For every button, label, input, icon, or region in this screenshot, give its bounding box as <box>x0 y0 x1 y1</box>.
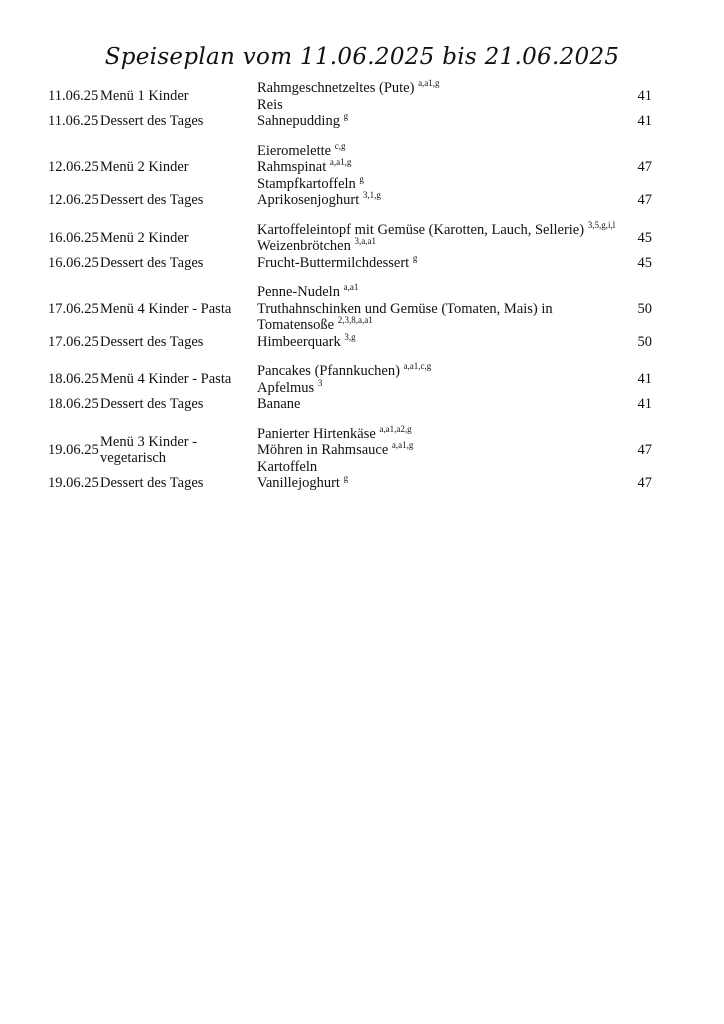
menu-date: 17.06.25 <box>48 333 99 350</box>
menu-row <box>48 363 652 396</box>
menu-row <box>48 80 652 113</box>
menu-price: 47 <box>637 475 652 491</box>
dish-name: Penne-Nudeln <box>257 284 340 300</box>
dish-line <box>257 363 630 380</box>
dish-name: Rahmgeschnetzeltes (Pute) <box>257 80 415 96</box>
dish-line <box>257 80 630 97</box>
dish-list <box>257 396 630 413</box>
dish-name: Himbeerquark <box>257 333 341 350</box>
menu-type: Dessert des Tages <box>100 254 204 271</box>
dish-line <box>257 396 630 413</box>
dish-line <box>257 475 630 492</box>
allergen-codes: 3,1,g <box>362 190 381 200</box>
menu-date: 11.06.25 <box>48 113 99 129</box>
menu-date: 19.06.25 <box>48 442 99 458</box>
dish-name: Sahnepudding <box>257 113 340 129</box>
menu-row <box>48 475 652 492</box>
dish-name: Apfelmus <box>257 379 315 396</box>
dish-name: Aprikosenjoghurt <box>257 192 360 208</box>
menu-type: Dessert des Tages <box>100 192 204 208</box>
menu-price: 45 <box>637 254 652 271</box>
menu-row <box>48 396 652 413</box>
dish-name: Kartoffeln <box>257 458 318 475</box>
dish-line <box>257 173 630 193</box>
menu-date: 18.06.25 <box>48 396 99 412</box>
dish-name: Banane <box>257 396 301 412</box>
dish-line <box>257 317 630 334</box>
allergen-codes: g <box>343 111 349 121</box>
allergen-codes: 3,5,g,i,l <box>587 219 616 230</box>
menu-type: Menü 2 Kinder <box>100 159 189 175</box>
menu-row <box>48 192 652 209</box>
dish-line <box>257 238 630 255</box>
dish-list <box>257 140 630 193</box>
menu-date: 17.06.25 <box>48 300 99 317</box>
dish-name: Rahmspinat <box>257 159 327 175</box>
dish-name: Möhren in Rahmsauce <box>257 442 389 458</box>
allergen-codes: 3,a,a1 <box>354 236 376 246</box>
menu-price: 45 <box>637 229 652 246</box>
menu-row <box>48 284 652 334</box>
dish-line <box>257 301 630 318</box>
menu-date: 16.06.25 <box>48 229 99 246</box>
allergen-codes: c,g <box>334 140 346 151</box>
dish-line <box>257 140 630 160</box>
menu-row <box>48 219 652 255</box>
dish-list <box>257 113 630 130</box>
dish-line <box>257 331 630 351</box>
allergen-codes: a,a1,g <box>329 157 352 167</box>
dish-list <box>257 80 630 113</box>
menu-type: Dessert des Tages <box>100 475 204 491</box>
menu-type: Menü 4 Kinder - Pasta <box>100 300 232 317</box>
allergen-codes: 3,g <box>344 331 356 342</box>
dish-line <box>257 442 630 459</box>
allergen-codes: a,a1,g <box>391 440 414 450</box>
dish-name: Kartoffeleintopf mit Gemüse (Karotten, Lauch, Sellerie) <box>257 221 585 238</box>
menu-price: 41 <box>637 396 652 412</box>
page-title: Speiseplan vom 11.06.2025 bis 21.06.2025 <box>104 44 620 70</box>
allergen-codes: g <box>412 252 418 263</box>
menu-price: 41 <box>637 88 652 105</box>
dish-list <box>257 363 630 396</box>
allergen-codes: 3 <box>317 377 323 388</box>
dish-name: Reis <box>257 96 283 113</box>
menu-row <box>48 140 652 193</box>
dish-name: Weizenbrötchen <box>257 238 351 254</box>
menu-row <box>48 252 652 272</box>
dish-list <box>257 331 630 351</box>
menu-type: Menü 1 Kinder <box>100 88 189 105</box>
dish-line <box>257 252 630 272</box>
menu-price: 41 <box>637 113 652 129</box>
menu-price: 47 <box>637 192 652 208</box>
menu-date: 12.06.25 <box>48 192 99 208</box>
dish-list <box>257 423 630 476</box>
menu-type: Menü 4 Kinder - Pasta <box>100 371 232 388</box>
dish-line <box>257 192 630 209</box>
allergen-codes: a,a1,a2,g <box>379 423 412 434</box>
dish-list <box>257 192 630 209</box>
dish-name: Stampfkartoffeln <box>257 175 356 192</box>
dish-line <box>257 159 630 176</box>
menu-type: Dessert des Tages <box>100 333 204 350</box>
menu-price: 50 <box>637 300 652 317</box>
dish-line <box>257 459 630 476</box>
dish-list <box>257 475 630 492</box>
dish-list <box>257 252 630 272</box>
menu-date: 18.06.25 <box>48 371 99 388</box>
dish-line <box>257 377 630 397</box>
dish-line <box>257 284 630 301</box>
allergen-codes: 2,3,8,a,a1 <box>337 315 373 325</box>
menu-type: Dessert des Tages <box>100 396 204 412</box>
dish-name: Eieromelette <box>257 142 332 159</box>
dish-list <box>257 219 630 255</box>
allergen-codes: g <box>359 173 364 184</box>
dish-list <box>257 284 630 334</box>
dish-line <box>257 423 630 443</box>
menu-date: 12.06.25 <box>48 159 99 175</box>
menu-price: 41 <box>637 371 652 388</box>
menu-date: 19.06.25 <box>48 475 99 491</box>
dish-name: Pancakes (Pfannkuchen) <box>257 363 400 379</box>
menu-price: 50 <box>637 333 652 350</box>
dish-line <box>257 113 630 130</box>
allergen-codes: a,a1,g <box>418 78 440 88</box>
menu-row <box>48 423 652 476</box>
menu-type: Menü 2 Kinder <box>100 229 189 246</box>
dish-line <box>257 219 630 239</box>
menu-row <box>48 113 652 130</box>
menu-row <box>48 331 652 351</box>
dish-name: Frucht-Buttermilchdessert <box>257 254 410 271</box>
allergen-codes: a,a1,c,g <box>403 361 432 371</box>
menu-type: Dessert des Tages <box>100 113 204 129</box>
dish-name: Vanillejoghurt <box>257 475 340 491</box>
menu-date: 11.06.25 <box>48 88 99 105</box>
dish-name: Truthahnschinken und Gemüse (Tomaten, Mais) in <box>257 300 553 317</box>
menu-price: 47 <box>637 159 652 175</box>
dish-name: Tomatensoße <box>257 317 335 333</box>
menu-price: 47 <box>637 442 652 458</box>
dish-line <box>257 97 630 114</box>
menu-table <box>48 80 652 492</box>
dish-name: Panierter Hirtenkäse <box>257 425 376 442</box>
allergen-codes: a,a1 <box>343 282 359 292</box>
menu-type: Menü 3 Kinder - vegetarisch <box>100 433 198 467</box>
allergen-codes: g <box>343 473 349 483</box>
menu-date: 16.06.25 <box>48 254 99 271</box>
